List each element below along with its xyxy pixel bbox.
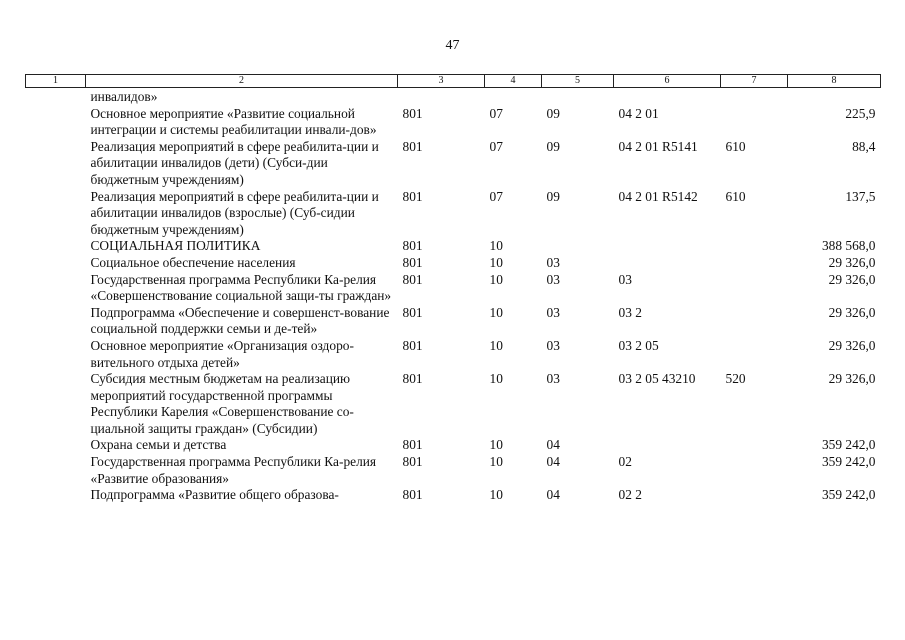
cell-col-5: 03 xyxy=(546,271,560,287)
cell-col-3: 801 xyxy=(402,105,423,121)
cell-col-1 xyxy=(26,454,86,487)
cell-col-5: 03 xyxy=(546,371,560,387)
cell-col-3: 801 xyxy=(402,371,423,387)
cell-col-5: 09 xyxy=(546,188,560,204)
cell-col-7 xyxy=(721,454,788,487)
cell-col-8: 359 242,0 xyxy=(821,454,876,470)
cell-col-4: 07 xyxy=(489,105,503,121)
cell-col-5: 03 xyxy=(546,254,560,270)
column-header-6: 6 xyxy=(614,75,721,88)
table-row xyxy=(26,106,881,139)
cell-name: Подпрограмма «Развитие общего образова- xyxy=(90,487,339,503)
cell-col-5: 09 xyxy=(546,138,560,154)
cell-col-4: 10 xyxy=(489,271,503,287)
cell-col-4: 07 xyxy=(489,188,503,204)
table-row xyxy=(26,305,881,338)
cell-col-3: 801 xyxy=(402,138,423,154)
cell-col-8: 388 568,0 xyxy=(821,238,876,254)
cell-col-8: 29 326,0 xyxy=(828,371,876,387)
cell-col-7: 520 xyxy=(725,371,746,387)
table-row xyxy=(26,189,881,239)
cell-name: Подпрограмма «Обеспечение и совершенст-вование социальной поддержки семьи и де-тей» xyxy=(90,304,390,337)
cell-col-8: 88,4 xyxy=(852,138,876,154)
cell-col-7 xyxy=(721,487,788,504)
cell-col-7: 610 xyxy=(725,188,746,204)
cell-col-3: 801 xyxy=(402,238,423,254)
column-header-2: 2 xyxy=(86,75,398,88)
cell-col-5: 03 xyxy=(546,337,560,353)
cell-col-5: 03 xyxy=(546,304,560,320)
column-header-7: 7 xyxy=(721,75,788,88)
cell-col-8: 359 242,0 xyxy=(821,437,876,453)
cell-col-8: 29 326,0 xyxy=(828,337,876,353)
cell-col-4 xyxy=(485,88,542,106)
cell-col-4: 10 xyxy=(489,487,503,503)
table-row xyxy=(26,338,881,371)
cell-name: Социальное обеспечение населения xyxy=(90,254,296,270)
cell-col-1 xyxy=(26,238,86,255)
cell-col-7 xyxy=(721,272,788,305)
column-header-5: 5 xyxy=(542,75,614,88)
cell-col-5 xyxy=(542,238,614,255)
cell-col-5: 09 xyxy=(546,105,560,121)
cell-col-8: 225,9 xyxy=(845,105,876,121)
table-row xyxy=(26,272,881,305)
table-row xyxy=(26,238,881,255)
cell-name: Реализация мероприятий в сфере реабилита-ции и абилитации инвалидов (взрослые) (Суб-сидии бюджетным учреждениям) xyxy=(90,188,379,237)
cell-col-3: 801 xyxy=(402,271,423,287)
cell-col-3 xyxy=(398,88,485,106)
cell-col-7 xyxy=(721,238,788,255)
cell-col-3: 801 xyxy=(402,487,423,503)
table-row xyxy=(26,139,881,189)
cell-name: инвалидов» xyxy=(90,89,158,104)
cell-col-6: 04 2 01 R5141 xyxy=(618,138,698,154)
cell-col-5: 04 xyxy=(546,437,560,453)
cell-col-3: 801 xyxy=(402,337,423,353)
cell-col-7 xyxy=(721,338,788,371)
cell-col-7 xyxy=(721,255,788,272)
column-header-4: 4 xyxy=(485,75,542,88)
cell-col-4: 10 xyxy=(489,437,503,453)
table-header-row xyxy=(26,75,881,88)
cell-col-4: 10 xyxy=(489,337,503,353)
cell-col-1 xyxy=(26,272,86,305)
cell-col-3: 801 xyxy=(402,254,423,270)
cell-col-6: 02 xyxy=(618,454,632,470)
cell-col-3: 801 xyxy=(402,304,423,320)
cell-col-6: 02 2 xyxy=(618,487,642,503)
cell-name: Основное мероприятие «Организация оздоро-вительного отдыха детей» xyxy=(90,337,354,370)
cell-name: Субсидия местным бюджетам на реализацию мероприятий государственной программы Республики Карелия «Совершенствование со-циальной защиты граждан» (Субсидии) xyxy=(90,371,354,436)
cell-col-6: 03 2 05 43210 xyxy=(618,371,696,387)
table-row xyxy=(26,487,881,504)
cell-col-6: 03 2 05 xyxy=(618,337,659,353)
cell-col-3: 801 xyxy=(402,454,423,470)
cell-col-6: 04 2 01 xyxy=(618,105,659,121)
cell-col-8: 29 326,0 xyxy=(828,304,876,320)
cell-col-7 xyxy=(721,305,788,338)
cell-col-1 xyxy=(26,189,86,239)
cell-col-1 xyxy=(26,139,86,189)
cell-col-6 xyxy=(614,88,721,106)
cell-col-7: 610 xyxy=(725,138,746,154)
table-row xyxy=(26,454,881,487)
cell-name: СОЦИАЛЬНАЯ ПОЛИТИКА xyxy=(90,238,261,254)
column-header-3: 3 xyxy=(398,75,485,88)
cell-col-4: 10 xyxy=(489,238,503,254)
cell-col-6: 03 2 xyxy=(618,304,642,320)
table-row xyxy=(26,88,881,106)
cell-col-4: 10 xyxy=(489,304,503,320)
cell-col-6 xyxy=(614,238,721,255)
table-row xyxy=(26,371,881,437)
cell-name: Основное мероприятие «Развитие социальной интеграции и системы реабилитации инвали-дов» xyxy=(90,105,377,138)
cell-col-7 xyxy=(721,106,788,139)
cell-col-1 xyxy=(26,88,86,106)
cell-col-4: 10 xyxy=(489,254,503,270)
cell-col-1 xyxy=(26,487,86,504)
column-header-1: 1 xyxy=(26,75,86,88)
cell-name: Охрана семьи и детства xyxy=(90,437,227,453)
cell-col-4: 07 xyxy=(489,138,503,154)
cell-col-8: 359 242,0 xyxy=(821,487,876,503)
cell-col-1 xyxy=(26,255,86,272)
page-number: 47 xyxy=(445,38,460,53)
cell-col-3: 801 xyxy=(402,188,423,204)
cell-col-8 xyxy=(788,88,881,106)
cell-name: Реализация мероприятий в сфере реабилита-ции и абилитации инвалидов (дети) (Субси-дии бюджетным учреждениям) xyxy=(90,138,379,187)
cell-col-6 xyxy=(614,255,721,272)
cell-col-7 xyxy=(721,437,788,454)
cell-col-5: 04 xyxy=(546,487,560,503)
column-header-8: 8 xyxy=(788,75,881,88)
cell-col-4: 10 xyxy=(489,454,503,470)
cell-name: Государственная программа Республики Ка-релия «Совершенствование социальной защи-ты граждан» xyxy=(90,271,392,304)
cell-name: Государственная программа Республики Ка-релия «Развитие образования» xyxy=(90,454,377,486)
cell-col-5 xyxy=(542,88,614,106)
cell-col-1 xyxy=(26,106,86,139)
cell-col-6: 04 2 01 R5142 xyxy=(618,188,698,204)
table-row xyxy=(26,255,881,272)
cell-col-3: 801 xyxy=(402,437,423,453)
cell-col-5: 04 xyxy=(546,454,560,470)
cell-col-7 xyxy=(721,88,788,106)
cell-col-8: 137,5 xyxy=(845,188,876,204)
cell-col-1 xyxy=(26,371,86,437)
budget-table xyxy=(25,74,881,504)
cell-col-1 xyxy=(26,437,86,454)
cell-col-6 xyxy=(614,437,721,454)
cell-col-1 xyxy=(26,305,86,338)
cell-col-4: 10 xyxy=(489,371,503,387)
cell-col-8: 29 326,0 xyxy=(828,271,876,287)
cell-col-8: 29 326,0 xyxy=(828,254,876,270)
table-row xyxy=(26,437,881,454)
cell-col-1 xyxy=(26,338,86,371)
cell-col-6: 03 xyxy=(618,271,632,287)
